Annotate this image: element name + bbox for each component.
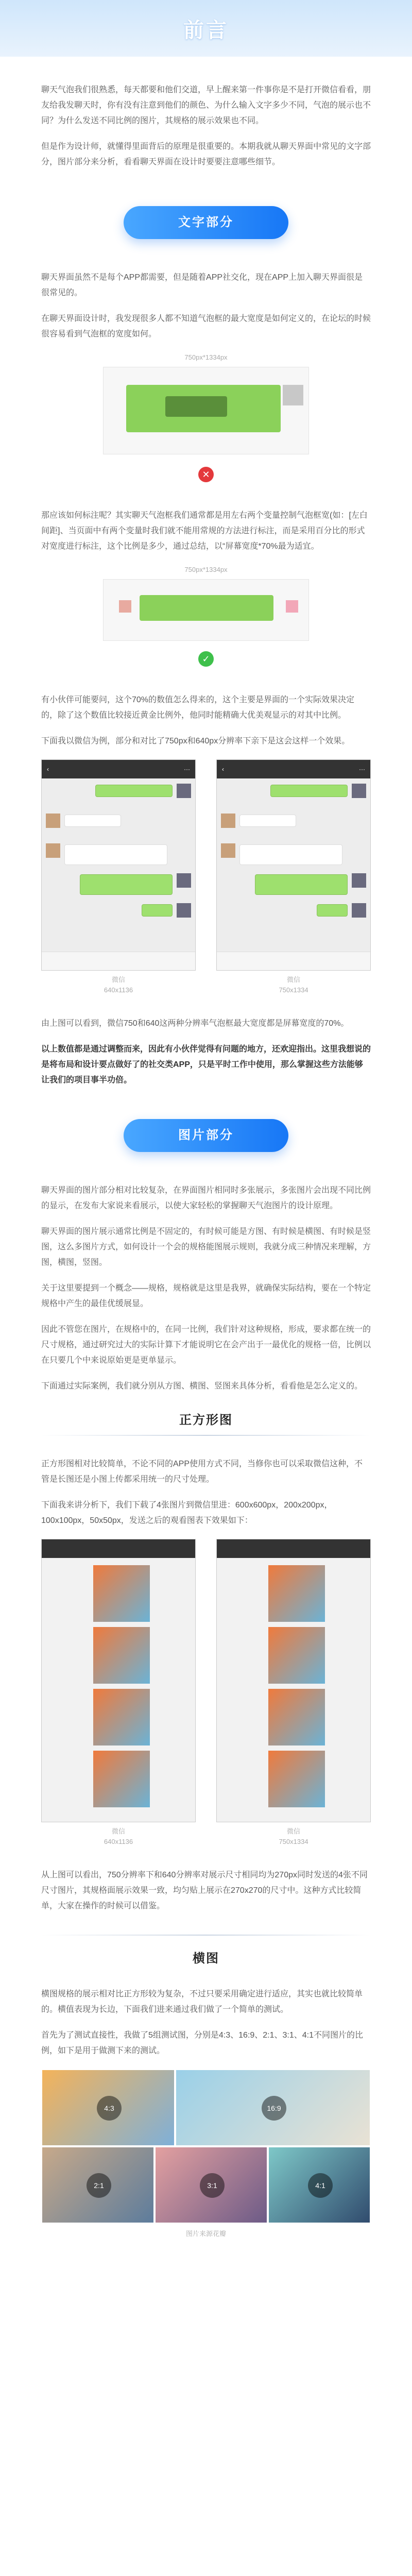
- sample-right-mock: [103, 579, 309, 641]
- phone-mock: [41, 1539, 196, 1822]
- input-bar: [42, 952, 195, 970]
- square-shot-750: [216, 1539, 371, 1847]
- image-section: [0, 1183, 412, 1394]
- square-paragraph: 下面我来讲分析下，我们下载了4张图片到微信里进：600x600px，200x200px，100x100px，50x50px，发送之后的观看图表下效果如下：: [41, 1501, 333, 1525]
- phone-status-bar: ‹ ···: [42, 760, 195, 778]
- landscape-header: [0, 1935, 412, 1966]
- sample-image: [175, 2069, 371, 2146]
- shot-label: 微信: [286, 1827, 300, 1835]
- intro-paragraph: 聊天气泡我们很熟悉，每天都要和他们交道，早上醒来第一件事你是不是打开微信看看，朋友给我发聊天时，你有没有注意到他们的颜色、为什么输入文字多少不同，气泡的展示也不同？为什么发送不同比例的图片，其规格的展示效果也不同。: [41, 86, 371, 125]
- phone-status-bar: [42, 1539, 195, 1558]
- image-section-pill-wrap: [0, 1119, 412, 1152]
- square-title: 正方形图: [179, 1413, 233, 1427]
- divider: [41, 1435, 371, 1436]
- ratio-tag: 4:3: [97, 2096, 122, 2121]
- sample-right: [0, 565, 412, 667]
- phone-status-bar: [217, 1539, 370, 1558]
- shot-label: 微信: [111, 976, 125, 984]
- image-section-button[interactable]: 图片部分: [124, 1119, 288, 1152]
- landscape-title: 横图: [193, 1952, 219, 1965]
- square-section: [0, 1456, 412, 1529]
- shot-size: 640x1136: [104, 986, 133, 994]
- text-paragraph-bold: 以上数值都是通过调整而来，因此有小伙伴觉得有问题的地方，还欢迎指出。这里我想说的是将布局和设计要点做好了的社交类APP，只是平时工作中使用，那么掌握这些方法能够让我们的项目事半功倍。: [41, 1045, 371, 1084]
- check-icon: ✓: [198, 651, 214, 667]
- image-paragraph: 聊天界面的图片展示通常比例是不固定的，有时候可能是方图、有时候是横图、有时候是竖图，这么多图片方式，如何设计一个会的规格能图展示规则，我就分成三种情况来理解，方图，横图，竖图。: [41, 1227, 371, 1267]
- ratio-collage: [41, 2069, 371, 2224]
- phone-mock: [216, 1539, 371, 1822]
- ratio-marker: [119, 600, 131, 613]
- sample-size-caption: 750px*1334px: [184, 353, 228, 361]
- wrong-icon: ✕: [198, 467, 214, 482]
- landscape-paragraph: 横图规格的展示相对比正方形较为复杂，不过只要采用确定进行适应，其实也就比较简单的。横值表现为长边，下面我们进来通过我们做了一个简单的测试。: [41, 1990, 363, 2014]
- text-paragraph: 那应该如何标注呢？其实聊天气泡框我们通常都是用左右两个变量控制气泡框宽(如：[左白间距]、当页面中有两个变量时我们就不能用常规的方法进行标注，而是采用百分比的形式对宽度进行标注，这个比例是多少，通过总结，以“屏幕宽度*70%最为适宜。: [41, 511, 368, 551]
- square-screenshots: [0, 1539, 412, 1847]
- phone-status-bar: ‹ ···: [217, 760, 370, 778]
- input-bar: [217, 952, 370, 970]
- avatar: [286, 600, 298, 613]
- sample-image: [41, 2069, 175, 2146]
- sample-size-caption: 750px*1334px: [184, 566, 228, 573]
- phone-mock: [41, 759, 196, 971]
- shot-label: 微信: [111, 1827, 125, 1835]
- image-source-caption: 图片来源花瓣: [185, 2230, 226, 2238]
- square-shot-640: [41, 1539, 196, 1847]
- header-banner: [0, 0, 412, 57]
- landscape-paragraph: 首先为了测试直接性，我做了5组测试图，分别是4:3、16:9、2:1、3:1、4:1不同图片的比例，如下是用于做测下来的测试。: [41, 2031, 364, 2055]
- landscape-section: [0, 1987, 412, 2059]
- bubble-inner: [165, 396, 227, 417]
- chat-shot-640: [41, 759, 196, 995]
- chat-screenshots: [0, 759, 412, 995]
- ratio-tag: 4:1: [308, 2173, 333, 2198]
- square-conclusion: [0, 1868, 412, 1914]
- ratio-tag: 3:1: [200, 2173, 225, 2198]
- text-section: [0, 270, 412, 342]
- shot-size: 750x1334: [279, 986, 308, 994]
- sample-wrong: [0, 352, 412, 482]
- page-title: 前言: [183, 19, 229, 42]
- avatar: [283, 385, 303, 405]
- text-paragraph: 聊天界面虽然不是每个APP都需要，但是随着APP社交化，现在APP上加入聊天界面很是很常见的。: [41, 273, 363, 297]
- shot-size: 640x1136: [104, 1838, 133, 1845]
- square-paragraph: 从上图可以看出，750分辨率下和640分辨率对展示尺寸相同均为270px同时发送的4张不同尺寸图片，其规格面展示效果一致，均匀贴上展示在270x270的尺寸中。这种方式比较简单，大家在操作的时候可以借鉴。: [41, 1871, 368, 1910]
- square-paragraph: 正方形图相对比较简单，不论不同的APP使用方式不同，当修你也可以采取微信这种，不管是长图还是小图上传都采用统一的尺寸处理。: [41, 1460, 363, 1484]
- square-header: [0, 1410, 412, 1436]
- intro-section: [0, 82, 412, 170]
- text-para2-wrap: [0, 508, 412, 554]
- shot-size: 750x1334: [279, 1838, 308, 1845]
- sample-image: [41, 2146, 154, 2224]
- ratio-tag: 16:9: [262, 2096, 286, 2121]
- text-paragraph: 由上图可以看到，微信750和640这两种分辨率气泡框最大宽度都是屏幕宽度的70%。: [41, 1019, 349, 1028]
- image-paragraph: 下面通过实际案例，我们就分别从方图、横图、竖图来具体分析，看看他是怎么定义的。: [41, 1382, 363, 1391]
- text-paragraph: 在聊天界面设计时，我发现很多人都不知道气泡框的最大宽度是如何定义的，在论坛的时候很容易看到气泡框的宽度如何。: [41, 314, 371, 338]
- text-conclusion: [0, 1016, 412, 1088]
- chat-shot-750: [216, 759, 371, 995]
- bubble-shape: [140, 595, 273, 621]
- sample-image: [154, 2146, 268, 2224]
- ratio-tag: 2:1: [87, 2173, 111, 2198]
- phone-mock: [216, 759, 371, 971]
- text-paragraph: 下面我以微信为例，部分和对比了750px和640px分辨率下亲下是这会这样一个效果。: [41, 737, 350, 745]
- text-paragraph: 有小伙伴可能要问，这个70%的数值怎么得来的，这个主要是界面的一个实际效果决定的，除了这个数值比较接近黄金比例外，他同时能精确大优美观显示的对其中比例。: [41, 696, 355, 720]
- text-section-button[interactable]: 文字部分: [124, 206, 288, 239]
- image-paragraph: 因此不管您在图片，在规格中的，在同一比例，我们针对这种规格，形成，要求都在统一的尺寸规格，通过研究过大的实际计算下才能说明它在会产出于一最优化的规格一倍，比例以在只要几个中来说原始更是更单显示。: [41, 1325, 371, 1365]
- text-section-pill-wrap: [0, 206, 412, 239]
- shot-label: 微信: [286, 976, 300, 984]
- image-paragraph: 关于这里要提到一个概念——规格，规格就是这里是我界，就确保实际结构，要在一个特定规格中产生的最佳优缓展显。: [41, 1284, 371, 1308]
- text-para3-wrap: [0, 692, 412, 749]
- sample-wrong-mock: [103, 367, 309, 454]
- divider: [41, 1935, 371, 1936]
- image-paragraph: 聊天界面的图片部分相对比较复杂，在界面图片相同时多张展示，多张图片会出现不同比例的显示，在发布大家说来看展示，以使大家轻松的掌握聊天气泡图片的设计原理。: [41, 1186, 371, 1210]
- sample-image: [268, 2146, 371, 2224]
- intro-paragraph: 但是作为设计师，就懂得里面背后的原理是很重要的。本期我就从聊天界面中常见的文字部分，图片部分来分析，看看聊天界面在设计时要要注意哪些细节。: [41, 142, 371, 166]
